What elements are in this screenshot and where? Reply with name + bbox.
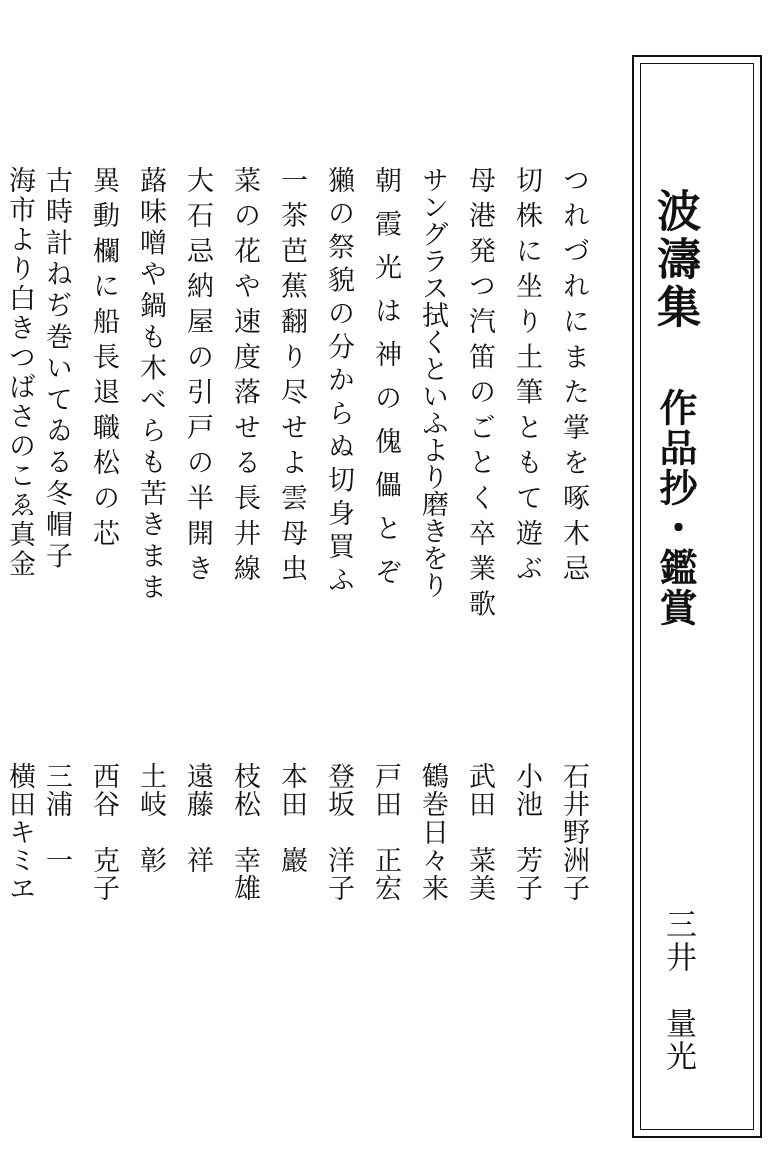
haiku-text: 朝霞光は神の傀儡とぞ [370,166,401,601]
haiku-author: 戸田 正宏 [370,762,401,902]
haiku-author: 西谷 克子 [88,762,119,902]
haiku-text: 獺の祭貌の分からぬ切身買ふ [323,166,354,599]
haiku-text: 異動欄に船長退職松の芯 [88,166,119,555]
haiku-text: サングラス拭くといふより磨きをり [417,166,448,598]
haiku-author: 本田 巖 [276,762,307,874]
haiku-text: 母港発つ汽笛のごとく卒業歌 [464,166,495,625]
section-title: 波濤集 [649,188,700,332]
haiku-author: 横田キミヱ [4,762,35,902]
haiku-author: 三浦 一 [41,762,72,874]
section-subtitle: 作品抄・鑑賞 [653,388,698,628]
haiku-text: 大石忌納屋の引戸の半開き [182,166,213,590]
haiku-text: 蕗味噌や鍋も木べらも苦きまま [135,166,166,605]
haiku-text: 古時計ねぢ巻いてゐる冬帽子 [41,166,72,573]
haiku-author: 土岐 彰 [135,762,166,874]
section-author: 三井 量光 [660,908,696,1073]
haiku-text: つれづれにまた掌を啄木忌 [558,166,589,590]
haiku-text: 海市より白きつばさのこゑ真金 [4,166,35,579]
haiku-text: 一茶芭蕉翻り尽せよ雲母虫 [276,166,307,590]
haiku-author: 石井野洲子 [558,762,589,902]
haiku-author: 小池 芳子 [511,762,542,902]
haiku-author: 登坂 洋子 [323,762,354,902]
haiku-text: 切株に坐り土筆ともて遊ぶ [511,166,542,590]
haiku-author: 武田 菜美 [464,762,495,902]
haiku-text: 菜の花や速度落せる長井線 [229,166,260,590]
haiku-author: 鶴巻日々来 [417,762,448,902]
haiku-author: 遠藤 祥 [182,762,213,874]
haiku-author: 枝松 幸雄 [229,762,260,902]
